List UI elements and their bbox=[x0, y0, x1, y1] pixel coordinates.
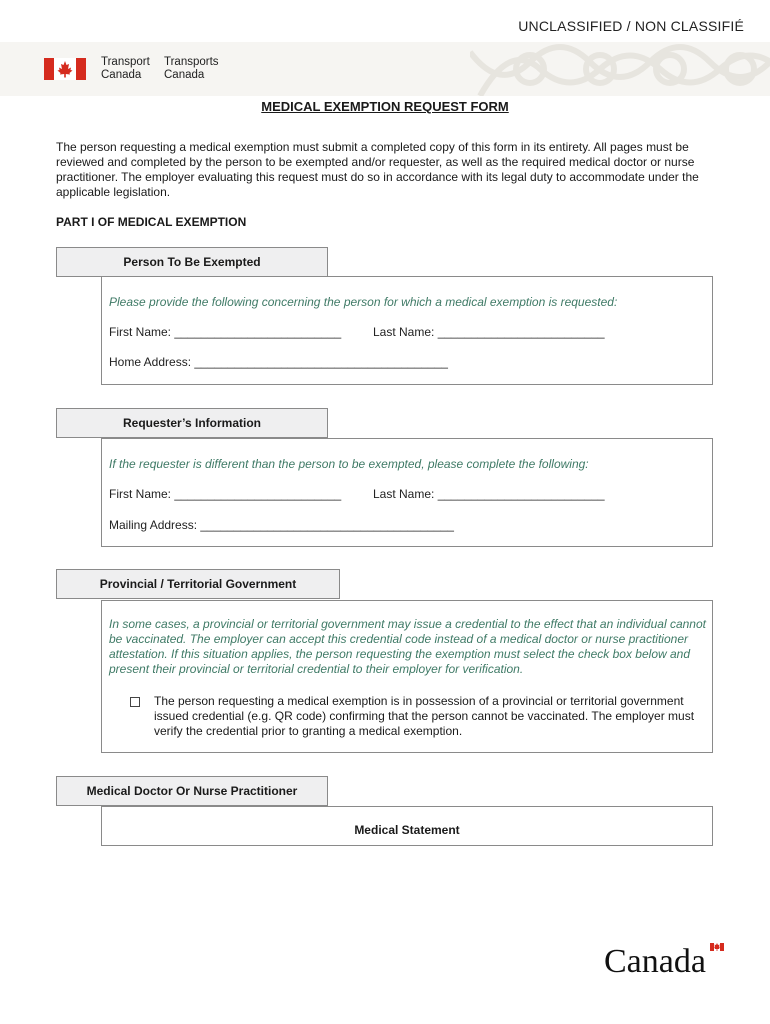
section-tab-label: Requester’s Information bbox=[122, 416, 262, 430]
section-note: In some cases, a provincial or territorial government may issue a credential to the effect that an individual cannot be vaccinated. The employer can accept this credential code instead of a medical doctor or nurse practitioner attestation. If this situation applies, the person requesting the exemption must select the check box below and present their provincial or territorial credential to their employer for verification. bbox=[109, 617, 706, 676]
section-tab-provincial bbox=[56, 569, 340, 599]
section-tab-label: Person To Be Exempted bbox=[123, 255, 261, 269]
section-tab-label: Medical Doctor Or Nurse Practitioner bbox=[86, 784, 298, 798]
department-name-french bbox=[164, 56, 219, 82]
section-tab-medical bbox=[56, 776, 328, 806]
requester-first-name-field[interactable]: First Name: _________________________ bbox=[109, 487, 342, 501]
section-tab-label: Provincial / Territorial Government bbox=[99, 577, 297, 591]
requester-last-name-field[interactable]: Last Name: _________________________ bbox=[373, 487, 605, 501]
canada-wordmark-logo bbox=[604, 940, 726, 976]
section-tab-person bbox=[56, 247, 328, 277]
section-tab-requester bbox=[56, 408, 328, 438]
department-fr-line2: Canada bbox=[164, 69, 205, 81]
wordmark-text: Canada bbox=[604, 943, 706, 976]
part-heading: PART I OF MEDICAL EXEMPTION bbox=[56, 215, 247, 229]
section-box-provincial bbox=[101, 600, 713, 753]
department-en-line1: Transport bbox=[101, 56, 150, 68]
canada-flag-icon bbox=[44, 58, 86, 80]
section-box-medical bbox=[101, 806, 713, 846]
department-name-english bbox=[101, 56, 150, 82]
section-note: If the requester is different than the person to be exempted, please complete the following: bbox=[109, 457, 589, 471]
home-address-field[interactable]: Home Address: ______________________________________ bbox=[109, 355, 448, 369]
department-fr-line1: Transports bbox=[164, 56, 219, 68]
section-box-person bbox=[101, 276, 713, 385]
section-box-requester bbox=[101, 438, 713, 547]
intro-paragraph: The person requesting a medical exemption must submit a completed copy of this form in its entirety. All pages must be reviewed and completed by the person to be exempted and/or requester, as well as the required medical doctor or nurse practitioner. The employer evaluating this request must do so in accordance with its legal duty to accommodate under the applicable legislation. bbox=[56, 140, 699, 199]
medical-statement-heading: Medical Statement bbox=[354, 823, 460, 837]
form-title: MEDICAL EXEMPTION REQUEST FORM bbox=[261, 99, 509, 114]
first-name-field[interactable]: First Name: _________________________ bbox=[109, 325, 342, 339]
section-note: Please provide the following concerning the person for which a medical exemption is requested: bbox=[109, 295, 618, 309]
decorative-pattern bbox=[470, 42, 770, 96]
credential-checkbox-label: The person requesting a medical exemption is in possession of a provincial or territorial government issued credential (e.g. QR code) confirming that the person cannot be vaccinated. The employer must verify the credential prior to granting a medical exemption. bbox=[154, 694, 695, 738]
mailing-address-field[interactable]: Mailing Address: ______________________________________ bbox=[109, 518, 454, 532]
last-name-field[interactable]: Last Name: _________________________ bbox=[373, 325, 605, 339]
credential-checkbox[interactable] bbox=[130, 697, 140, 707]
classification-label: UNCLASSIFIED / NON CLASSIFIÉ bbox=[518, 18, 744, 34]
department-en-line2: Canada bbox=[101, 69, 142, 81]
